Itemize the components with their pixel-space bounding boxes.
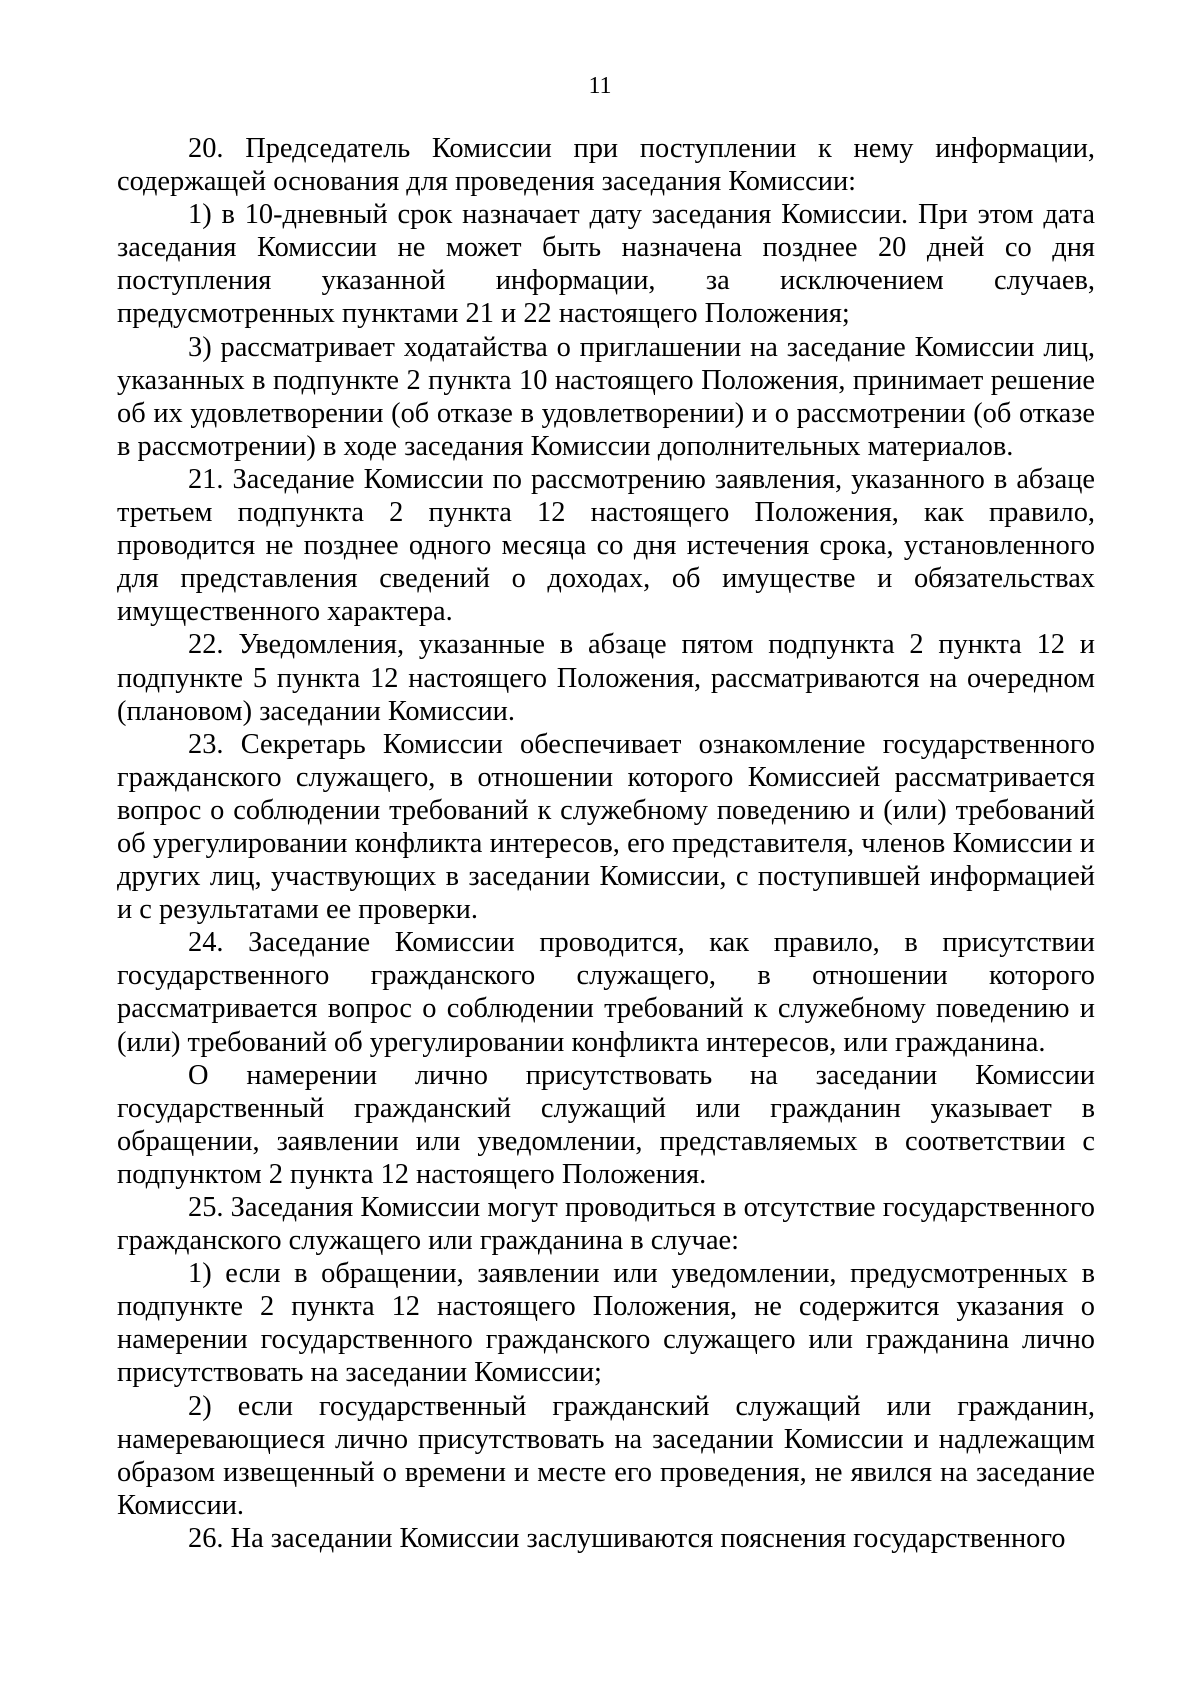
paragraph-24: 24. Заседание Комиссии проводится, как правило, в присутствии государственного гражданского служащего, в отношении которого рассматривается вопрос о соблюдении требований к служебному поведению и (или) требований об урегулировании конфликта интересов, или гражданина. [117, 927, 1095, 1058]
paragraph-24-presence: О намерении лично присутствовать на заседании Комиссии государственный гражданский служащий или гражданин указывает в обращении, заявлении или уведомлении, представляемых в соответствии с подпунктом 2 пункта 12 настоящего Положения. [117, 1059, 1095, 1190]
document-body [117, 132, 1095, 1555]
paragraph-22: 22. Уведомления, указанные в абзаце пятом подпункта 2 пункта 12 и подпункте 5 пункта 12 настоящего Положения, рассматриваются на очередном (плановом) заседании Комиссии. [117, 629, 1095, 727]
page-number: 11 [588, 73, 612, 99]
paragraph-20-item-3: 3) рассматривает ходатайства о приглашении на заседание Комиссии лиц, указанных в подпункте 2 пункта 10 настоящего Положения, принимает решение об их удовлетворении (об отказе в удовлетворении) и о рассмотрении (об отказе в рассмотрении) в ходе заседания Комиссии дополнительных материалов. [117, 331, 1095, 462]
paragraph-25-item-2: 2) если государственный гражданский служащий или гражданин, намеревающиеся лично присутствовать на заседании Комиссии и надлежащим образом извещенный о времени и месте его проведения, не явился на заседание Комиссии. [117, 1390, 1095, 1521]
paragraph-25-item-1: 1) если в обращении, заявлении или уведомлении, предусмотренных в подпункте 2 пункта 12 настоящего Положения, не содержится указания о намерении государственного гражданского служащего или гражданина лично присутствовать на заседании Комиссии; [117, 1258, 1095, 1389]
paragraph-26: 26. На заседании Комиссии заслушиваются пояснения государственного [188, 1522, 1066, 1554]
paragraph-20-item-1: 1) в 10-дневный срок назначает дату заседания Комиссии. При этом дата заседания Комиссии не может быть назначена позднее 20 дней со дня поступления указанной информации, за исключением случаев, предусмотренных пунктами 21 и 22 настоящего Положения; [117, 199, 1095, 330]
paragraph-20: 20. Председатель Комиссии при поступлении к нему информации, содержащей основания для проведения заседания Комиссии: [117, 133, 1095, 198]
paragraph-21: 21. Заседание Комиссии по рассмотрению заявления, указанного в абзаце третьем подпункта 2 пункта 12 настоящего Положения, как правило, проводится не позднее одного месяца со дня истечения срока, установленного для представления сведений о доходах, об имуществе и обязательствах имущественного характера. [117, 463, 1095, 628]
paragraph-23: 23. Секретарь Комиссии обеспечивает ознакомление государственного гражданского служащего, в отношении которого Комиссией рассматривается вопрос о соблюдении требований к служебному поведению и (или) требований об урегулировании конфликта интересов, его представителя, членов Комиссии и других лиц, участвующих в заседании Комиссии, с поступившей информацией и с результатами ее проверки. [117, 728, 1095, 926]
paragraph-25: 25. Заседания Комиссии могут проводиться в отсутствие государственного гражданского служащего или гражданина в случае: [117, 1192, 1095, 1257]
